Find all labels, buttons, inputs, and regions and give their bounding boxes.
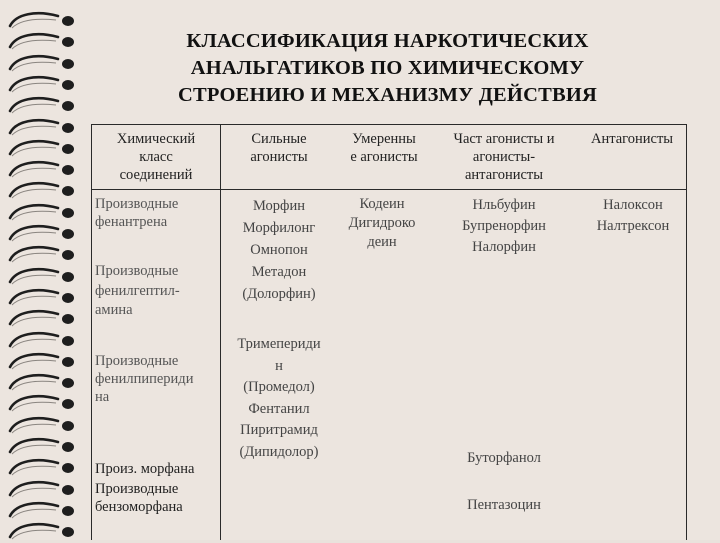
title-line-1: КЛАССИФИКАЦИЯ НАРКОТИЧЕСКИХ [186, 30, 589, 52]
binding-ring [6, 393, 76, 415]
drug-dihydrocodeine-end: деин [367, 234, 397, 250]
header-partial-agonists: Част агонисты и агонисты- антагонисты [453, 131, 555, 183]
binding-ring [6, 330, 76, 352]
header-moderate-agonists: Умеренны е агонисты [350, 131, 418, 165]
drug-fentanyl: Фентанил [248, 400, 310, 417]
header-antagonists: Антагонисты [590, 131, 674, 147]
binding-ring [6, 223, 76, 245]
binding-ring [6, 74, 76, 96]
drug-codeine: Кодеин [359, 196, 405, 212]
drug-morphine: Морфин [253, 198, 305, 214]
drug-dihydrocodeine: Дигидроко [348, 215, 416, 231]
binding-ring [6, 457, 76, 479]
class-phenanthrene: Производные фенантрена [95, 196, 179, 230]
header-chemical-class: Химический класс соединений [116, 131, 196, 183]
binding-ring [6, 159, 76, 181]
drug-omnopon: Омнопон [250, 242, 308, 258]
table-border-top [91, 124, 686, 125]
binding-ring [6, 436, 76, 458]
table-border-left [91, 124, 92, 540]
title-line-2: АНАЛЬГАТИКОВ ПО ХИМИЧЕСКОМУ [190, 57, 585, 79]
drug-trimeperidine-end: н [275, 357, 283, 374]
binding-ring [6, 53, 76, 75]
binding-ring [6, 138, 76, 160]
binding-ring [6, 351, 76, 373]
strong-agonists-list-top [223, 195, 335, 305]
binding-ring [6, 202, 76, 224]
drug-dolorfin: (Долорфин) [242, 286, 316, 302]
header-strong-agonists: Сильные агонисты [250, 131, 308, 165]
drug-nalorphine: Налорфин [472, 239, 536, 255]
binding-ring [6, 287, 76, 309]
binding-ring [6, 266, 76, 288]
binding-ring [6, 372, 76, 394]
binding-ring [6, 500, 76, 522]
drug-naloxone: Налоксон [603, 197, 663, 213]
drug-butorphanol: Буторфанол [467, 450, 541, 466]
binding-ring [6, 479, 76, 501]
column-divider [220, 124, 221, 540]
drug-methadone: Метадон [251, 264, 307, 280]
strong-agonists-list-bottom [223, 334, 335, 463]
drug-nalbuphine: Нльбуфин [472, 197, 536, 213]
spiral-binding [0, 0, 80, 540]
antagonists-list [581, 195, 685, 237]
drug-naltrexone: Налтрексон [596, 218, 670, 234]
binding-ring [6, 31, 76, 53]
drug-dipidolor: (Дипидолор) [239, 443, 319, 460]
binding-ring [6, 95, 76, 117]
page-title [100, 28, 675, 109]
class-morphinan: Произ. морфана [95, 461, 195, 477]
class-phenylheptylamine: Производные фенилгептил- амина [95, 263, 180, 318]
partial-agonists-list [429, 195, 579, 258]
class-benzomorphan: Производные бензоморфана [95, 481, 183, 515]
drug-buprenorphine: Бупренорфин [462, 218, 546, 234]
binding-ring [6, 10, 76, 32]
binding-ring [6, 117, 76, 139]
binding-ring [6, 308, 76, 330]
binding-ring [6, 180, 76, 202]
binding-ring [6, 244, 76, 266]
drug-trimeperidine: Тримепериди [237, 336, 321, 352]
moderate-agonists-list [339, 195, 425, 252]
drug-piritramide: Пиритрамид [240, 422, 318, 438]
drug-promedol: (Промедол) [243, 379, 315, 395]
classification-table [91, 124, 686, 540]
drug-morfilong: Морфилонг [242, 220, 316, 236]
title-line-3: СТРОЕНИЮ И МЕХАНИЗМУ ДЕЙСТВИЯ [178, 84, 597, 106]
class-phenylpiperidine: Производные фенилпипериди на [95, 353, 194, 405]
table-border-right [686, 124, 687, 540]
binding-ring [6, 415, 76, 437]
header-divider [91, 189, 686, 190]
drug-pentazocine: Пентазоцин [467, 497, 541, 513]
